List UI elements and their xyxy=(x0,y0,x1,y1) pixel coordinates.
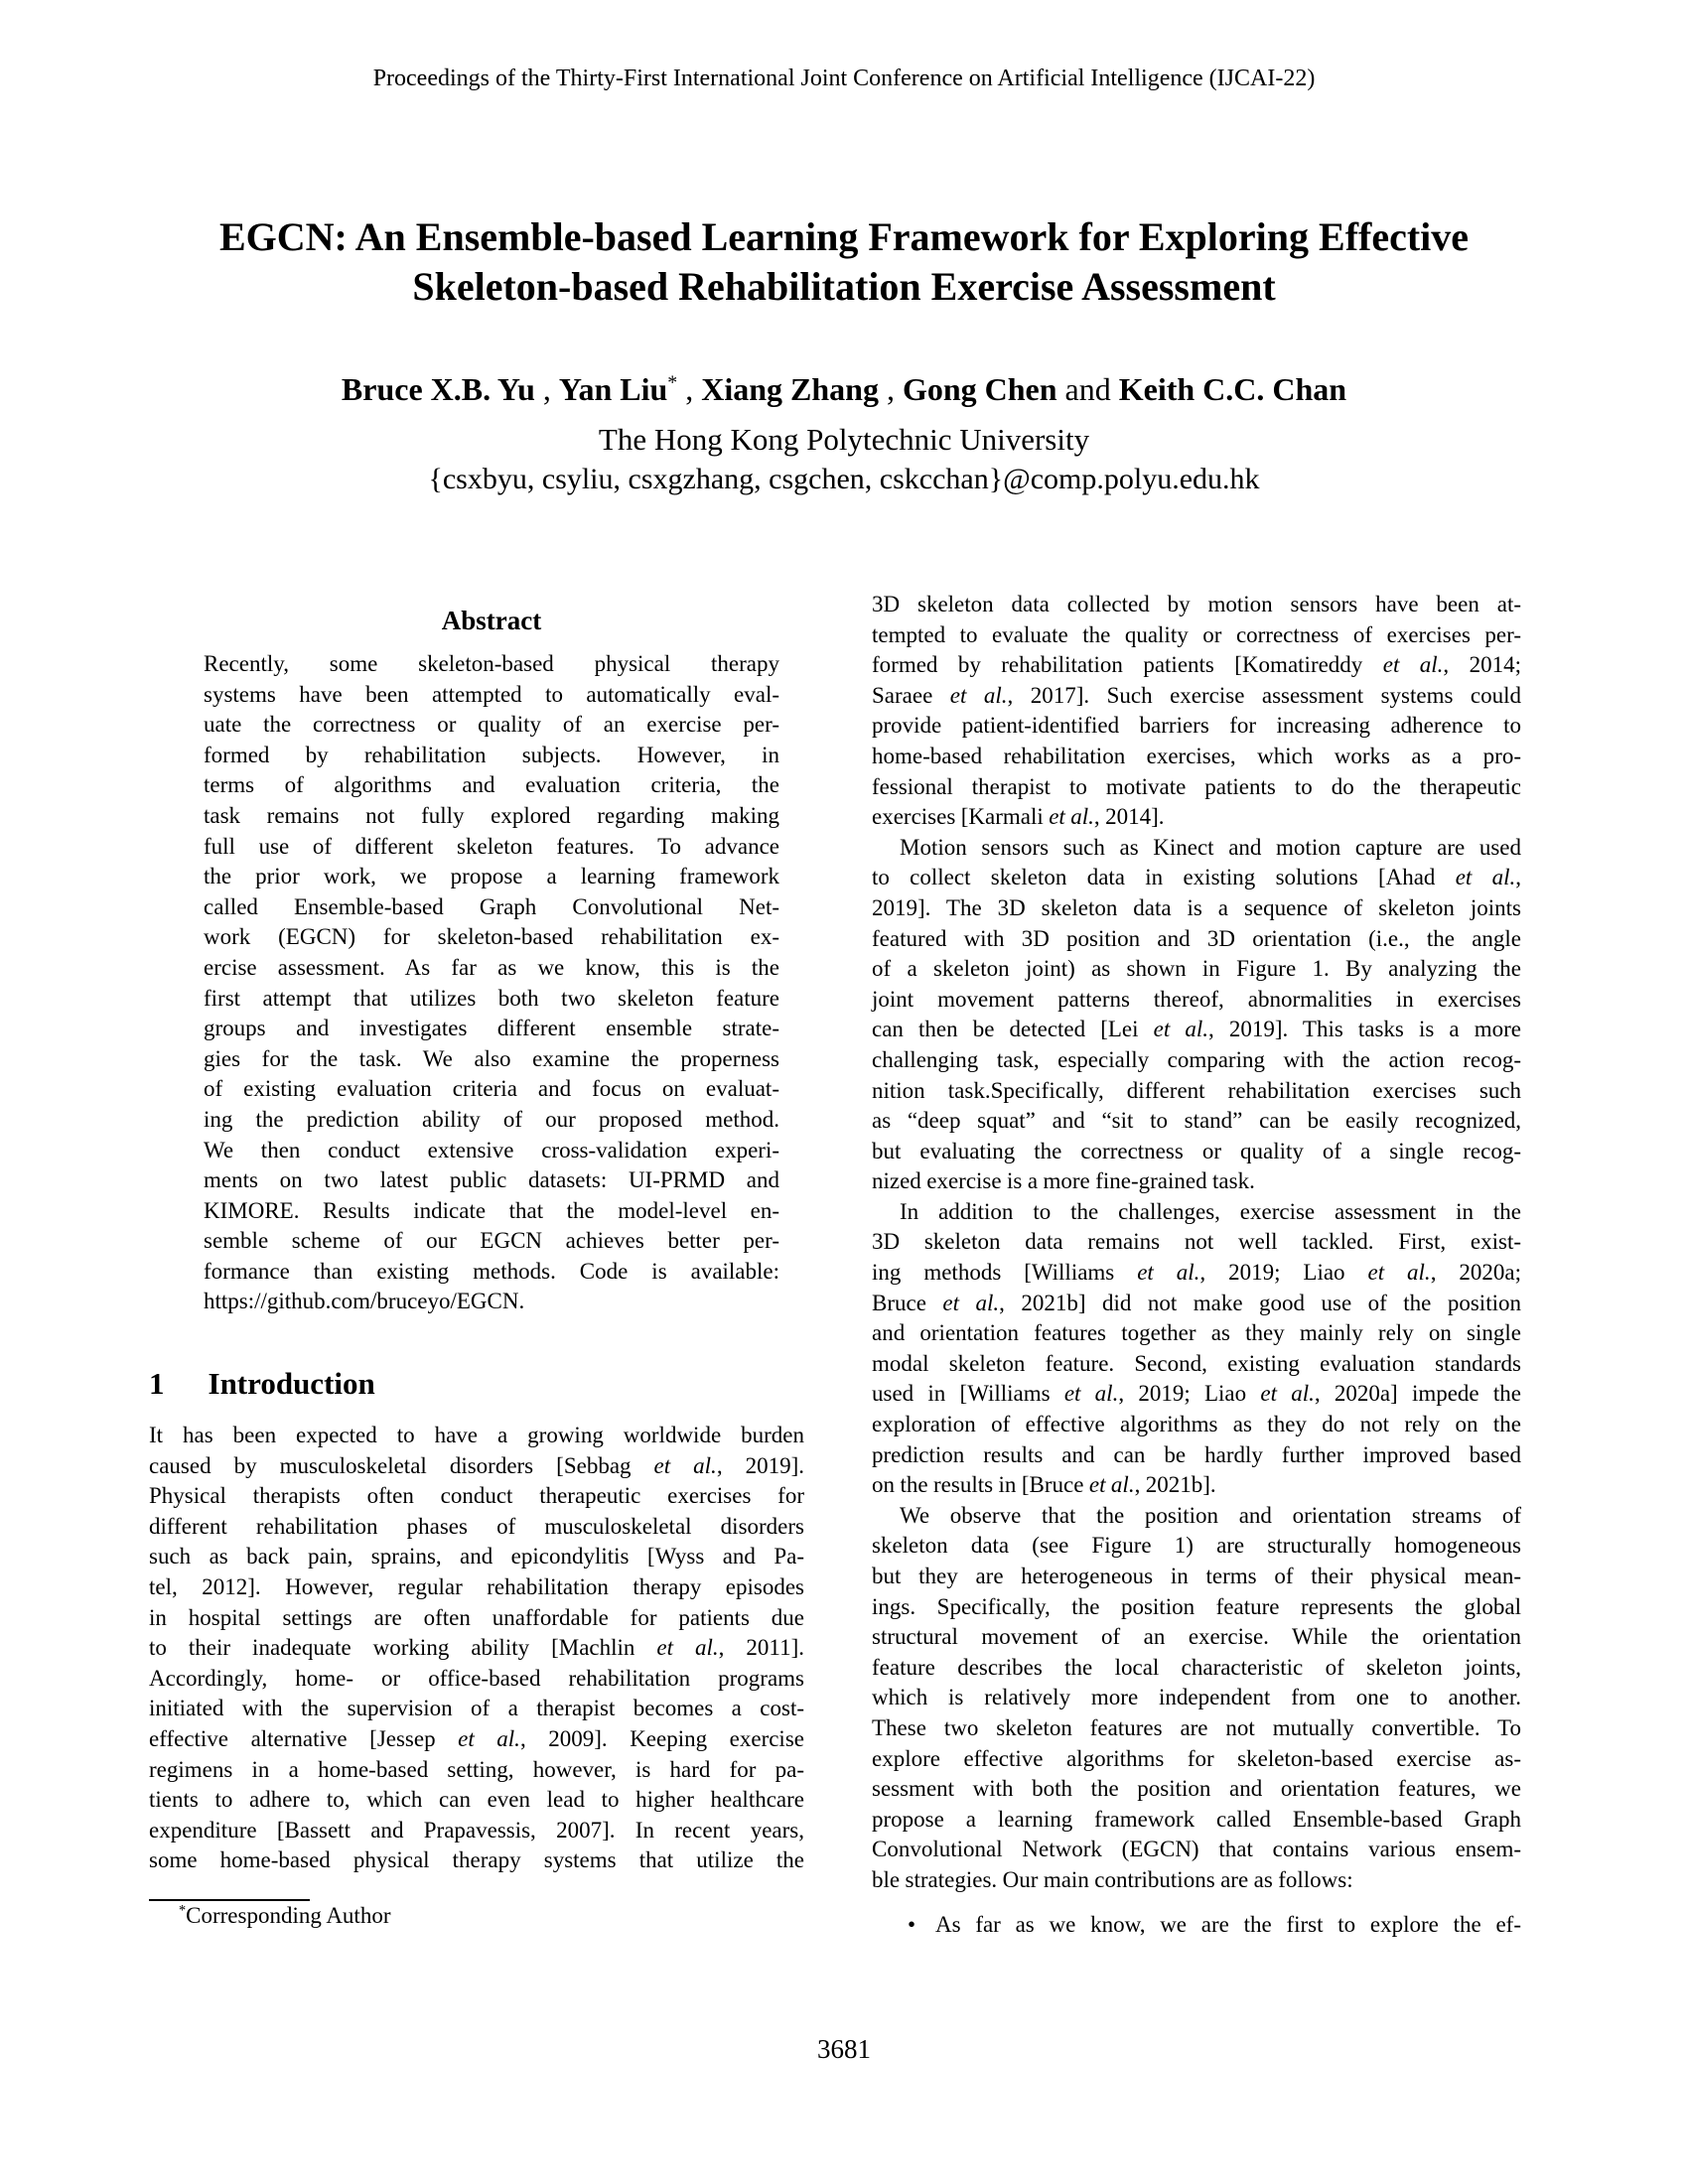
section-title: Introduction xyxy=(208,1366,375,1401)
text-line: Recently, some skeleton-based physical therapy xyxy=(204,651,779,676)
email-line: {csxbyu, csyliu, csxgzhang, csgchen, cskcchan}@comp.polyu.edu.hk xyxy=(428,463,1260,495)
text-line: such as back pain, sprains, and epicondylitis [Wyss and Pa- xyxy=(149,1544,804,1570)
author-separator: , xyxy=(878,371,903,407)
text-line: different rehabilitation phases of musculoskeletal disorders xyxy=(149,1513,804,1539)
text-line: but evaluating the correctness or quality of a single recog- xyxy=(872,1138,1521,1163)
text-line: work (EGCN) for skeleton-based rehabilitation ex- xyxy=(204,924,779,950)
text-line: the prior work, we propose a learning framework xyxy=(204,864,779,889)
text-line: of a skeleton joint) as shown in Figure 1. By analyzing the xyxy=(872,956,1521,982)
text-line: 2019]. The 3D skeleton data is a sequence of skeleton joints xyxy=(872,894,1521,920)
text-line: groups and investigates different ensemble strate- xyxy=(204,1016,779,1041)
text-line: joint movement patterns thereof, abnormalities in exercises xyxy=(872,986,1521,1012)
text-line: modal skeleton feature. Second, existing evaluation standards xyxy=(872,1350,1521,1376)
paragraph xyxy=(872,590,1521,833)
text-line: Saraee et al., 2017]. Such exercise assessment systems could xyxy=(872,682,1521,708)
abstract-heading: Abstract xyxy=(441,606,542,635)
text-line: challenging task, especially comparing with the action recog- xyxy=(872,1046,1521,1072)
text-line: feature describes the local characteristic of skeleton joints, xyxy=(872,1654,1521,1680)
text-line: 3D skeleton data collected by motion sensors have been at- xyxy=(872,592,1521,616)
text-line: and orientation features together as they mainly rely on single xyxy=(872,1320,1521,1346)
text-line: provide patient-identified barriers for increasing adherence to xyxy=(872,713,1521,739)
text-line: nized exercise is a more fine-grained task. xyxy=(872,1168,1255,1194)
text-line: to their inadequate working ability [Machlin et al., 2011]. xyxy=(149,1635,804,1661)
text-line: formed by rehabilitation patients [Komatireddy et al., 2014; xyxy=(872,652,1521,678)
text-line: 3D skeleton data remains not well tackled. First, exist- xyxy=(872,1229,1521,1255)
text-line: full use of different skeleton features. To advance xyxy=(204,833,779,859)
text-line: ing methods [Williams et al., 2019; Liao et al., 2020a; xyxy=(872,1260,1521,1286)
text-line: https://github.com/bruceyo/EGCN. xyxy=(204,1289,525,1314)
right-column xyxy=(872,0,1521,2184)
text-line: propose a learning framework called Ensemble-based Graph xyxy=(872,1806,1521,1832)
text-line: featured with 3D position and 3D orientation (i.e., the angle xyxy=(872,925,1521,951)
author-name: Gong Chen xyxy=(902,371,1057,407)
text-line: Convolutional Network (EGCN) that contains various ensem- xyxy=(872,1837,1521,1862)
text-line: prediction results and can be hardly further improved based xyxy=(872,1441,1521,1467)
footnote-asterisk: * xyxy=(179,1902,187,1919)
author-name: Xiang Zhang xyxy=(701,371,879,407)
text-line: We observe that the position and orientation streams of xyxy=(900,1502,1521,1528)
paragraph xyxy=(872,1501,1521,1896)
text-line: As far as we know, we are the first to explore the ef- xyxy=(935,1911,1521,1937)
text-line: formance than existing methods. Code is available: xyxy=(204,1258,779,1284)
text-line: ings. Specifically, the position feature represents the global xyxy=(872,1593,1521,1619)
text-line: to collect skeleton data in existing solutions [Ahad et al., xyxy=(872,865,1521,890)
section-heading-introduction xyxy=(149,1366,804,1402)
footnote-text: Corresponding Author xyxy=(186,1903,391,1928)
bullet-item xyxy=(872,1910,1521,1941)
author-separator: , xyxy=(677,371,702,407)
title-line-2: Skeleton-based Rehabilitation Exercise Assessment xyxy=(412,264,1276,309)
text-line: skeleton data (see Figure 1) are structurally homogeneous xyxy=(872,1533,1521,1559)
text-line: These two skeleton features are not mutually convertible. To xyxy=(872,1714,1521,1740)
text-line: as “deep squat” and “sit to stand” can be easily recognized, xyxy=(872,1108,1521,1134)
text-line: We then conduct extensive cross-validation experi- xyxy=(204,1137,779,1162)
text-line: Physical therapists often conduct therapeutic exercises for xyxy=(149,1483,804,1509)
author-name: Keith C.C. Chan xyxy=(1118,371,1347,407)
footnote xyxy=(149,1903,804,1929)
text-line: but they are heterogeneous in terms of their physical mean- xyxy=(872,1564,1521,1588)
text-line: fessional therapist to motivate patients to do the therapeutic xyxy=(872,773,1521,799)
paragraph xyxy=(872,833,1521,1197)
text-line: in hospital settings are often unaffordable for patients due xyxy=(149,1604,804,1630)
abstract-body xyxy=(204,649,779,1317)
title-line-1: EGCN: An Ensemble-based Learning Framework for Exploring Effective xyxy=(218,214,1470,259)
text-line: It has been expected to have a growing worldwide burden xyxy=(149,1423,804,1447)
text-line: initiated with the supervision of a therapist becomes a cost- xyxy=(149,1696,804,1721)
author-name: Yan Liu xyxy=(558,371,668,407)
text-line: called Ensemble-based Graph Convolutional Net- xyxy=(204,893,779,919)
text-line: KIMORE. Results indicate that the model-level en- xyxy=(204,1197,779,1223)
text-line: formed by rehabilitation subjects. However, in xyxy=(204,742,779,767)
author-separator: and xyxy=(1056,371,1119,407)
running-header: Proceedings of the Thirty-First International Joint Conference on Artificial Intelligence (IJCAI-22) xyxy=(372,66,1316,91)
text-line: used in [Williams et al., 2019; Liao et al., 2020a] impede the xyxy=(872,1381,1521,1407)
text-line: systems have been attempted to automatically eval- xyxy=(204,681,779,707)
text-line: exploration of effective algorithms as they do not rely on the xyxy=(872,1412,1521,1437)
affiliation: The Hong Kong Polytechnic University xyxy=(598,422,1090,457)
text-line: structural movement of an exercise. While the orientation xyxy=(872,1624,1521,1650)
text-line: Motion sensors such as Kinect and motion capture are used xyxy=(900,834,1521,860)
bullet-icon: • xyxy=(908,1911,916,1937)
text-line: ments on two latest public datasets: UI-PRMD and xyxy=(204,1167,779,1193)
section-number: 1 xyxy=(149,1366,165,1401)
text-line: can then be detected [Lei et al., 2019]. This tasks is a more xyxy=(872,1017,1521,1042)
footnote-rule xyxy=(149,1899,310,1901)
text-line: semble scheme of our EGCN achieves better per- xyxy=(204,1228,779,1254)
author-separator: , xyxy=(534,371,559,407)
text-line: exercises [Karmali et al., 2014]. xyxy=(872,804,1165,830)
text-line: expenditure [Bassett and Prapavessis, 2007]. In recent years, xyxy=(149,1817,804,1843)
left-column xyxy=(149,0,804,2184)
text-line: regimens in a home-based setting, however, is hard for pa- xyxy=(149,1756,804,1782)
text-line: which is relatively more independent from one to another. xyxy=(872,1685,1521,1710)
text-line: tel, 2012]. However, regular rehabilitation therapy episodes xyxy=(149,1573,804,1599)
text-line: task remains not fully explored regarding making xyxy=(204,802,779,828)
text-line: some home-based physical therapy systems that utilize the xyxy=(149,1847,804,1873)
text-line: tempted to evaluate the quality or correctness of exercises per- xyxy=(872,621,1521,647)
text-line: explore effective algorithms for skeleton-based exercise as- xyxy=(872,1745,1521,1771)
text-line: sessment with both the position and orientation features, we xyxy=(872,1776,1521,1802)
text-line: uate the correctness or quality of an exercise per- xyxy=(204,712,779,738)
text-line: Bruce et al., 2021b] did not make good use of the position xyxy=(872,1290,1521,1315)
text-line: nition task.Specifically, different rehabilitation exercises such xyxy=(872,1077,1521,1103)
author-asterisk: * xyxy=(667,371,678,394)
right-column-body xyxy=(872,590,1521,1940)
text-line: Accordingly, home- or office-based rehabilitation programs xyxy=(149,1665,804,1691)
author-name: Bruce X.B. Yu xyxy=(341,371,535,407)
text-line: home-based rehabilitation exercises, which works as a pro- xyxy=(872,743,1521,768)
text-line: ble strategies. Our main contributions are as follows: xyxy=(872,1866,1353,1892)
text-line: ing the prediction ability of our proposed method. xyxy=(204,1106,779,1132)
text-line: terms of algorithms and evaluation criteria, the xyxy=(204,772,779,798)
introduction-paragraph xyxy=(149,1421,804,1876)
text-line: first attempt that utilizes both two skeleton feature xyxy=(204,985,779,1011)
text-line: gies for the task. We also examine the properness xyxy=(204,1045,779,1071)
text-line: on the results in [Bruce et al., 2021b]. xyxy=(872,1472,1216,1498)
text-line: tients to adhere to, which can even lead to higher healthcare xyxy=(149,1787,804,1813)
text-line: of existing evaluation criteria and focus on evaluat- xyxy=(204,1076,779,1102)
page-number: 3681 xyxy=(817,2034,871,2064)
text-line: effective alternative [Jessep et al., 2009]. Keeping exercise xyxy=(149,1725,804,1751)
text-line: caused by musculoskeletal disorders [Sebbag et al., 2019]. xyxy=(149,1452,804,1478)
text-line: ercise assessment. As far as we know, this is the xyxy=(204,954,779,980)
paragraph xyxy=(872,1197,1521,1501)
text-line: In addition to the challenges, exercise assessment in the xyxy=(900,1198,1521,1224)
